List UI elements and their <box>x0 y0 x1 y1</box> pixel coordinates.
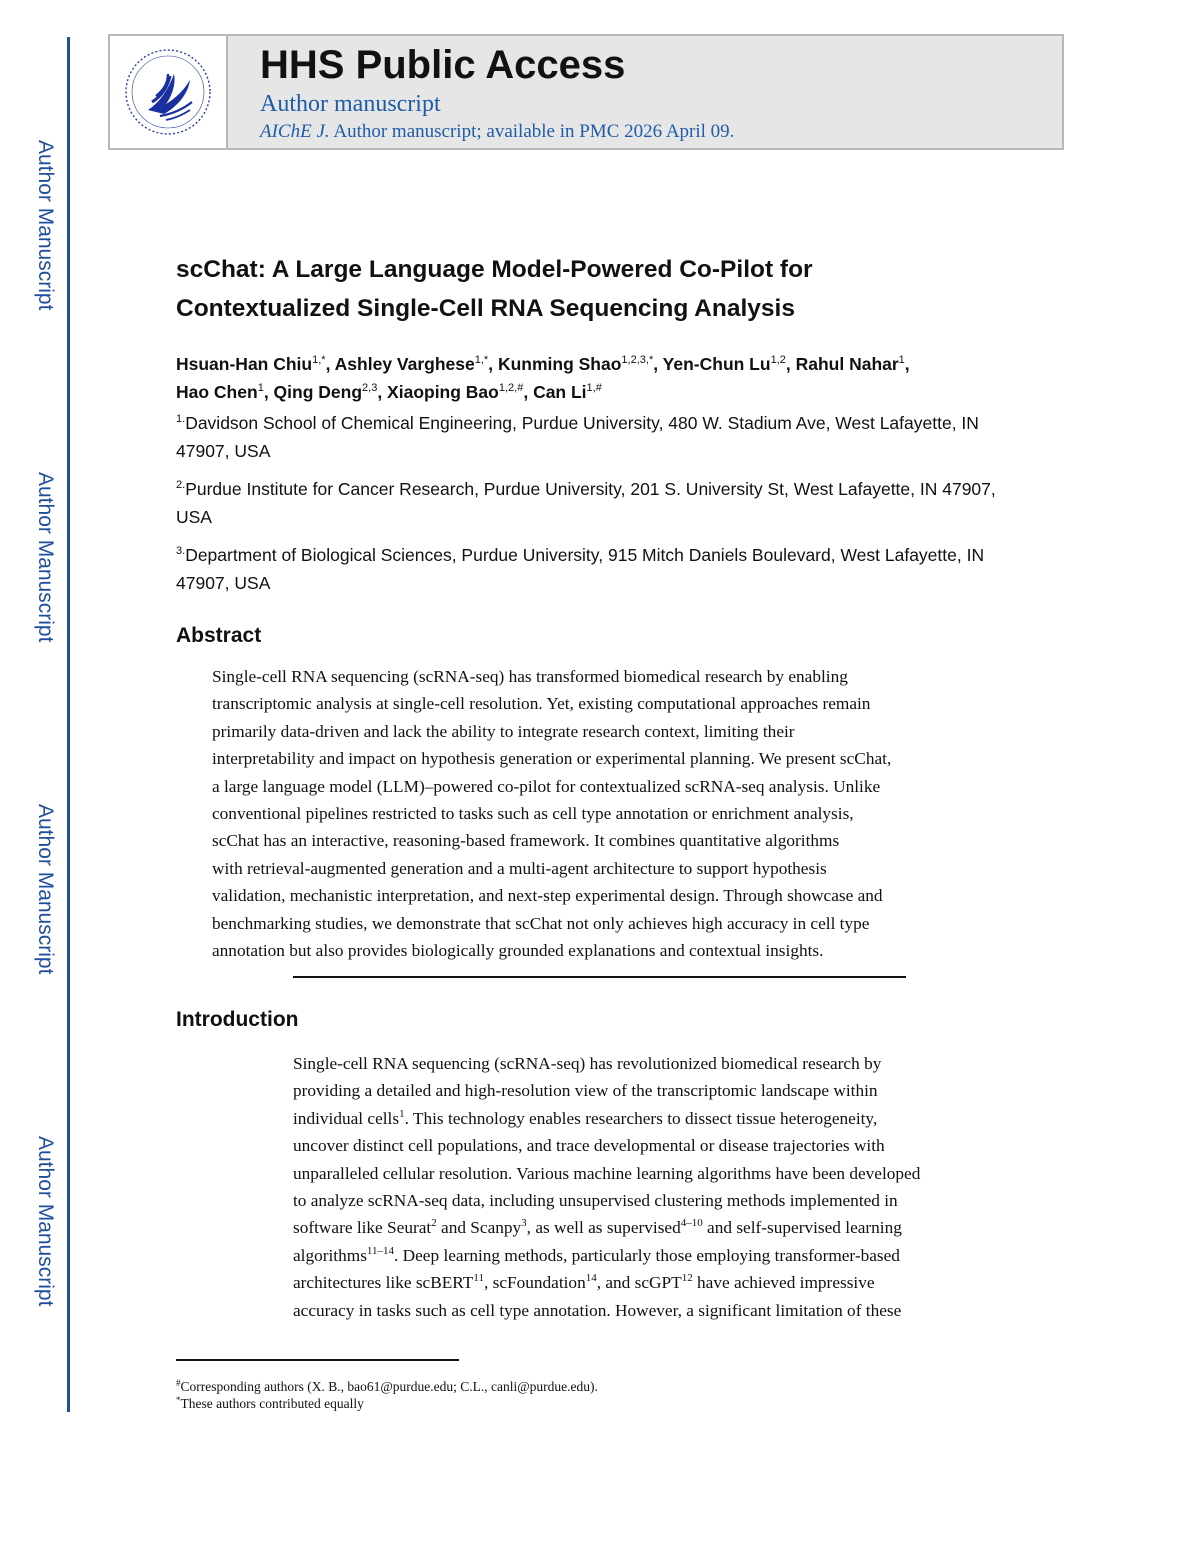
article-title-line: scChat: A Large Language Model-Powered Co-Pilot for <box>176 256 813 283</box>
author-affil-mark: 1,2 <box>770 354 786 366</box>
abstract-line: transcriptomic analysis at single-cell resolution. Yet, existing computational approaches remain <box>212 694 871 714</box>
author-separator: , <box>653 354 663 374</box>
author-name: Hao Chen <box>176 382 258 402</box>
hhs-logo <box>110 36 228 148</box>
side-label-author-manuscript: Author Manuscript <box>34 803 57 975</box>
abstract-line: with retrieval-augmented generation and a multi-agent architecture to support hypothesis <box>212 858 827 878</box>
author-affil-mark: 1,# <box>586 382 602 394</box>
text-run: architectures like scBERT <box>293 1273 474 1293</box>
text-run: accuracy in tasks such as cell type annotation. However, a significant limitation of these <box>293 1300 902 1320</box>
citation-reference[interactable]: 2 <box>431 1217 437 1230</box>
citation-reference[interactable]: 1 <box>399 1107 405 1120</box>
introduction-line <box>293 1132 1013 1159</box>
author-separator: , <box>904 354 910 374</box>
side-rule <box>67 37 70 1412</box>
introduction-line <box>293 1242 1013 1269</box>
affiliation-text: Department of Biological Sciences, Purdue University, 915 Mitch Daniels Boulevard, West Lafayette, IN 47907, USA <box>176 545 985 593</box>
article-title <box>176 250 1076 328</box>
introduction-line <box>293 1050 1013 1077</box>
side-label-author-manuscript: Author Manuscript <box>34 1135 57 1307</box>
author-affil-mark: 2,3 <box>362 382 378 394</box>
text-run: . Deep learning methods, particularly those employing transformer-based <box>394 1245 900 1265</box>
citation-reference[interactable]: 3 <box>521 1217 527 1230</box>
side-label-author-manuscript: Author Manuscript <box>34 471 57 643</box>
abstract-line: scChat has an interactive, reasoning-based framework. It combines quantitative algorithms <box>212 831 840 851</box>
author-name: Can Li <box>533 382 587 402</box>
introduction-line <box>293 1297 1013 1324</box>
text-run: , as well as supervised <box>526 1218 681 1238</box>
abstract-line: a large language model (LLM)–powered co-pilot for contextualized scRNA-seq analysis. Unlike <box>212 776 881 796</box>
citation-reference[interactable]: 11–14 <box>366 1244 395 1257</box>
affiliation-mark: 2. <box>176 479 186 491</box>
author-affil-mark: 1,2,3,* <box>621 354 654 366</box>
text-run: , and scGPT <box>596 1273 682 1293</box>
text-run: software like Seurat <box>293 1218 432 1238</box>
introduction-line <box>293 1077 1013 1104</box>
text-run: individual cells <box>293 1108 400 1128</box>
footnote-equal-contribution <box>176 1395 976 1412</box>
affiliation-mark: 3. <box>176 545 186 557</box>
author-separator: , <box>488 354 498 374</box>
footnote-divider <box>176 1359 459 1361</box>
footnote-mark: # <box>176 1378 181 1388</box>
journal-name: AIChE J. <box>260 121 330 142</box>
affiliation-mark: 1. <box>176 413 186 425</box>
text-run: unparalleled cellular resolution. Various machine learning algorithms have been developed <box>293 1163 921 1183</box>
footnotes <box>176 1378 976 1412</box>
text-run: to analyze scRNA-seq data, including unsupervised clustering methods implemented in <box>293 1191 898 1211</box>
author-name: Ashley Varghese <box>334 354 475 374</box>
citation-reference[interactable]: 14 <box>585 1272 597 1285</box>
author-name: Qing Deng <box>273 382 363 402</box>
introduction-line <box>293 1269 1013 1296</box>
text-run: algorithms <box>293 1245 367 1265</box>
manuscript-type: Author manuscript <box>260 91 441 117</box>
text-run: , scFoundation <box>483 1273 586 1293</box>
author-name: Hsuan-Han Chiu <box>176 354 313 374</box>
availability-text: Author manuscript; available in PMC 2026 April 09. <box>333 121 735 142</box>
author-separator: , <box>263 382 274 402</box>
text-run: and Scanpy <box>436 1218 522 1238</box>
text-run: Single-cell RNA sequencing (scRNA-seq) has revolutionized biomedical research by <box>293 1054 882 1073</box>
article-title-line: Contextualized Single-Cell RNA Sequencing Analysis <box>176 295 795 322</box>
introduction-line <box>293 1187 1013 1214</box>
footnote-mark: * <box>176 1395 181 1405</box>
author-name: Xiaoping Bao <box>387 382 499 402</box>
abstract-line: benchmarking studies, we demonstrate that scChat not only achieves high accuracy in cell type <box>212 913 870 933</box>
hhs-title: HHS Public Access <box>260 43 626 87</box>
affiliation <box>176 541 1036 597</box>
affiliation <box>176 409 1036 465</box>
author-affil-mark: 1,* <box>474 354 489 366</box>
affiliation <box>176 475 1036 531</box>
abstract-line: validation, mechanistic interpretation, and next-step experimental design. Through showcase and <box>212 886 883 906</box>
text-run: providing a detailed and high-resolution view of the transcriptomic landscape within <box>293 1081 878 1101</box>
author-affil-mark: 1 <box>898 354 905 366</box>
availability-line <box>260 118 734 146</box>
affiliation-text: Purdue Institute for Cancer Research, Purdue University, 201 S. University St, West Lafayette, IN 47907, USA <box>176 479 996 527</box>
author-separator: , <box>377 382 388 402</box>
author-name: Rahul Nahar <box>795 354 899 374</box>
abstract-divider <box>293 976 906 978</box>
citation-reference[interactable]: 11 <box>473 1272 484 1285</box>
affiliation-text: Davidson School of Chemical Engineering, Purdue University, 480 W. Stadium Ave, West Lafayette, IN 47907, USA <box>176 413 979 461</box>
author-affil-mark: 1,2,# <box>498 382 524 394</box>
hhs-header <box>108 34 1064 150</box>
author-separator: , <box>785 354 796 374</box>
abstract-body <box>212 663 1002 964</box>
text-run: uncover distinct cell populations, and trace developmental or disease trajectories with <box>293 1136 885 1156</box>
abstract-line: annotation but also provides biologically grounded explanations and contextual insights. <box>212 941 824 961</box>
author-name: Yen-Chun Lu <box>662 354 771 374</box>
citation-reference[interactable]: 12 <box>681 1272 693 1285</box>
introduction-line <box>293 1160 1013 1187</box>
abstract-heading: Abstract <box>176 624 262 647</box>
author-separator: , <box>325 354 335 374</box>
introduction-line <box>293 1105 1013 1132</box>
author-list <box>176 350 1056 406</box>
hhs-eagle-icon <box>120 44 216 140</box>
side-label-author-manuscript: Author Manuscript <box>34 139 57 311</box>
author-name: Kunming Shao <box>497 354 622 374</box>
introduction-body <box>293 1050 1013 1324</box>
introduction-line <box>293 1214 1013 1241</box>
text-run: and self-supervised learning <box>702 1218 902 1238</box>
abstract-line: conventional pipelines restricted to tasks such as cell type annotation or enrichment analysis, <box>212 804 854 824</box>
citation-reference[interactable]: 4–10 <box>680 1217 703 1230</box>
author-affil-mark: 1 <box>257 382 264 394</box>
author-affil-mark: 1,* <box>312 354 326 366</box>
footnote-text: These authors contributed equally <box>180 1396 364 1411</box>
text-run: have achieved impressive <box>692 1273 875 1293</box>
author-separator: , <box>523 382 534 402</box>
introduction-heading: Introduction <box>176 1008 299 1031</box>
text-run: . This technology enables researchers to dissect tissue heterogeneity, <box>404 1108 878 1128</box>
abstract-line: primarily data-driven and lack the ability to integrate research context, limiting their <box>212 721 795 741</box>
abstract-line: Single-cell RNA sequencing (scRNA-seq) has transformed biomedical research by enabling <box>212 667 848 686</box>
footnote-text: Corresponding authors (X. B., bao61@purdue.edu; C.L., canli@purdue.edu). <box>180 1379 598 1394</box>
footnote-corresponding <box>176 1378 976 1395</box>
abstract-line: interpretability and impact on hypothesis generation or experimental planning. We present scChat, <box>212 749 892 769</box>
